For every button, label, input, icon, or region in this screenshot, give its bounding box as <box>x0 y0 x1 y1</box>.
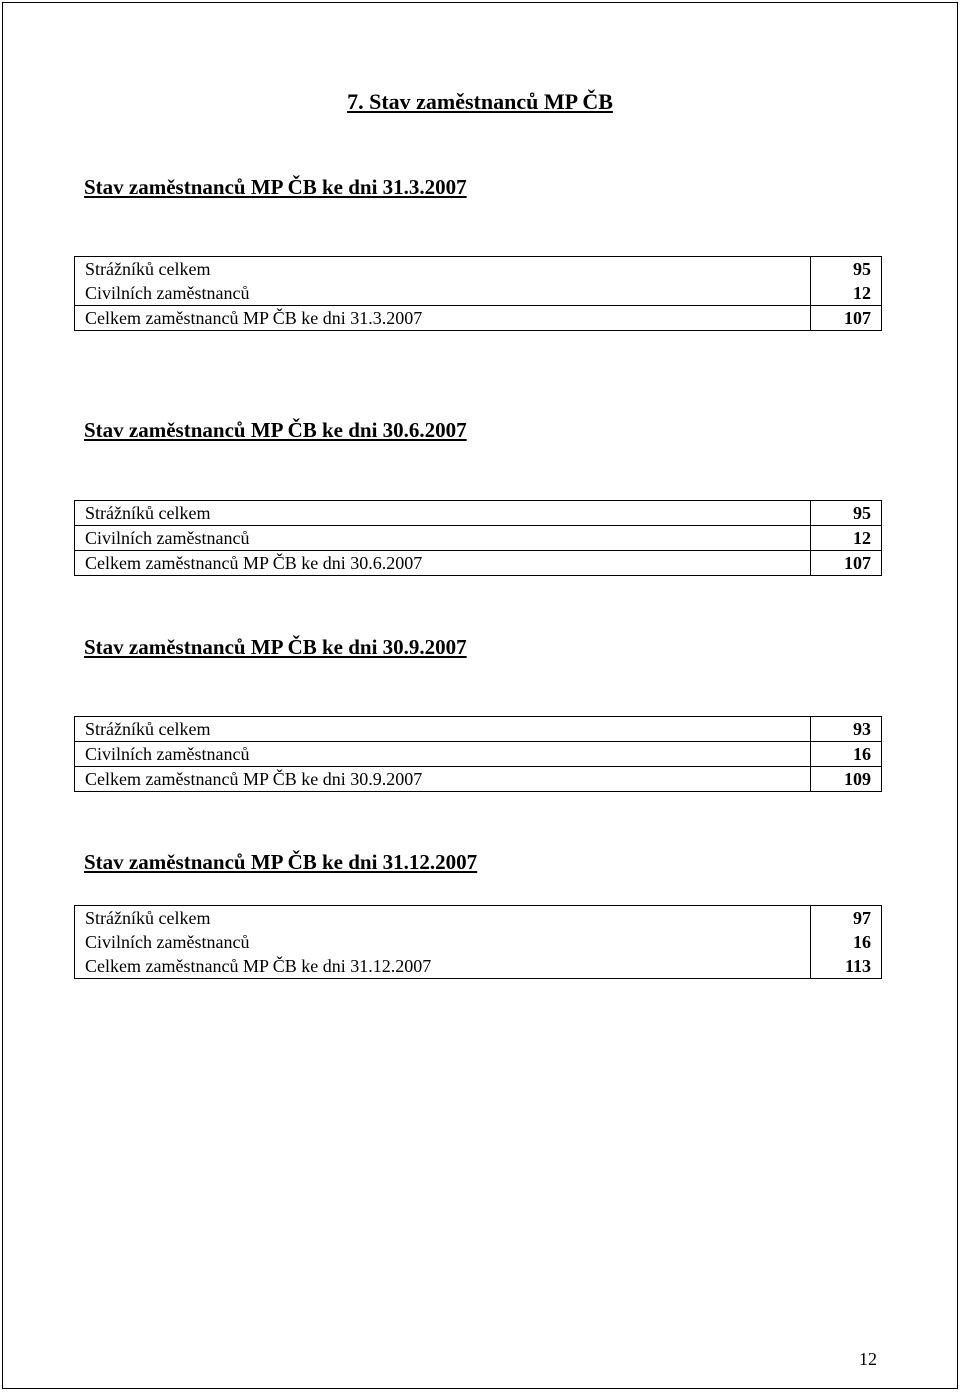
page-number: 12 <box>859 1349 877 1369</box>
row-label: Strážníků celkem <box>75 717 811 742</box>
row-value: 12 <box>811 526 882 551</box>
table-row <box>75 930 882 954</box>
table-row <box>75 742 882 767</box>
table-row <box>75 306 882 331</box>
row-label: Celkem zaměstnanců MP ČB ke dni 30.6.2007 <box>75 551 811 576</box>
row-value: 107 <box>811 306 882 331</box>
row-label: Civilních zaměstnanců <box>75 281 811 306</box>
document-page <box>2 2 958 1389</box>
table-row <box>75 767 882 792</box>
row-label: Strážníků celkem <box>75 906 811 931</box>
table-row <box>75 717 882 742</box>
table-row <box>75 281 882 306</box>
row-label: Civilních zaměstnanců <box>75 930 811 954</box>
row-value: 107 <box>811 551 882 576</box>
row-label: Civilních zaměstnanců <box>75 526 811 551</box>
row-value: 95 <box>811 501 882 526</box>
row-value: 97 <box>853 908 871 928</box>
staff-table-q4 <box>74 905 882 979</box>
staff-table-q2 <box>74 500 882 576</box>
section-heading-q4: Stav zaměstnanců MP ČB ke dni 31.12.2007 <box>84 850 478 874</box>
row-label: Celkem zaměstnanců MP ČB ke dni 31.3.2007 <box>75 306 811 331</box>
section-heading-q1: Stav zaměstnanců MP ČB ke dni 31.3.2007 <box>84 175 467 199</box>
section-heading-q3: Stav zaměstnanců MP ČB ke dni 30.9.2007 <box>84 635 467 659</box>
row-value: 16 <box>811 742 882 767</box>
row-label: Civilních zaměstnanců <box>75 742 811 767</box>
table-row <box>75 257 882 282</box>
table-row <box>75 551 882 576</box>
row-label: Strážníků celkem <box>75 501 811 526</box>
row-value: 109 <box>811 767 882 792</box>
table-row <box>75 501 882 526</box>
row-value: 12 <box>853 283 871 303</box>
row-label: Celkem zaměstnanců MP ČB ke dni 31.12.2007 <box>75 954 811 979</box>
row-label: Strážníků celkem <box>75 257 811 282</box>
row-value: 113 <box>811 954 882 979</box>
section-heading-q2: Stav zaměstnanců MP ČB ke dni 30.6.2007 <box>84 418 467 442</box>
row-value: 95 <box>853 259 871 279</box>
document-title: 7. Stav zaměstnanců MP ČB <box>347 89 613 114</box>
row-label: Celkem zaměstnanců MP ČB ke dni 30.9.2007 <box>75 767 811 792</box>
table-row <box>75 906 882 931</box>
table-row <box>75 954 882 979</box>
staff-table-q1 <box>74 256 882 331</box>
row-value: 93 <box>811 717 882 742</box>
staff-table-q3 <box>74 716 882 792</box>
row-value: 16 <box>853 932 871 952</box>
table-row <box>75 526 882 551</box>
